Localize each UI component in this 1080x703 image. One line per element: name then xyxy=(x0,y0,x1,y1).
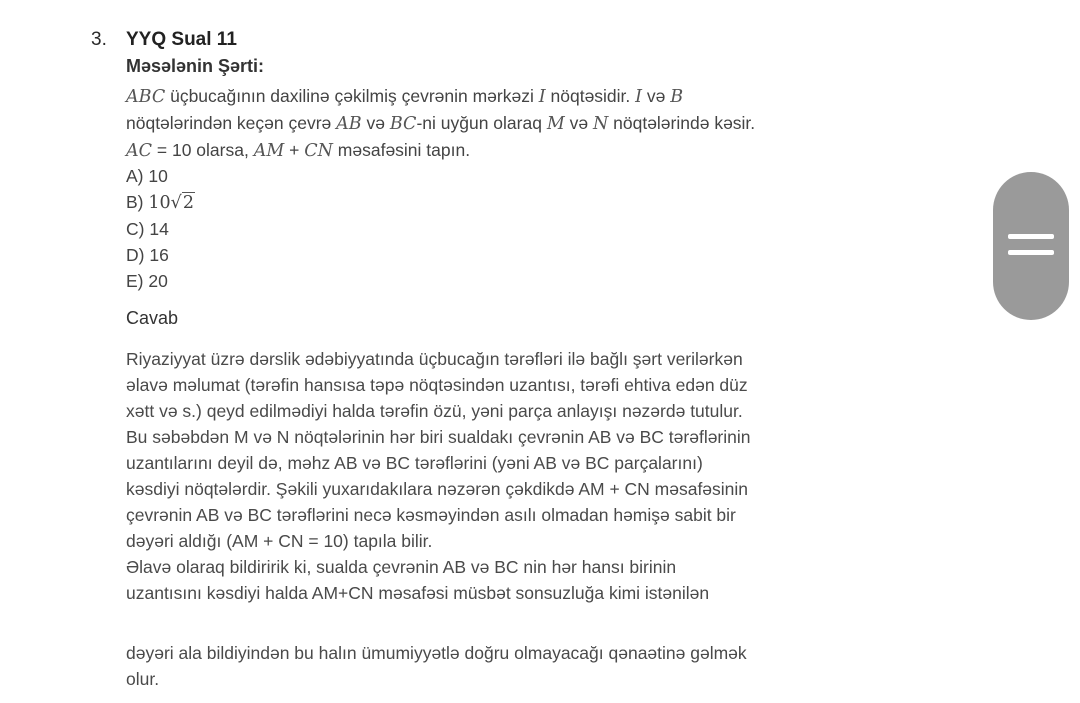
paragraph-line: olur. xyxy=(126,669,160,689)
question-title: YYQ Sual 11 xyxy=(126,29,237,50)
answer-paragraph xyxy=(126,346,751,606)
condition-line: ABC üçbucağının daxilinə çəkilmiş çevrənin mərkəzi I nöqtəsidir. I və B xyxy=(126,86,684,107)
option-b: B) 10√2 xyxy=(126,192,194,213)
answer-paragraph-continuation xyxy=(126,640,747,692)
paragraph-line: uzantısını kəsdiyi halda AM+CN məsafəsi müsbət sonsuzluğa kimi istənilən xyxy=(126,583,710,603)
condition-heading: Məsələnin Şərti: xyxy=(126,56,265,76)
paragraph-line: dəyəri aldığı (AM + CN = 10) tapıla bilir. xyxy=(126,531,433,551)
paragraph-line: əlavə məlumat (tərəfin hansısa təpə nöqtəsindən uzantısı, tərəfi ehtiva edən düz xyxy=(126,375,748,395)
question-number: 3. xyxy=(91,29,107,50)
paragraph-line: çevrənin AB və BC tərəflərini necə kəsməyindən asılı olmadan həmişə sabit bir xyxy=(126,505,736,525)
condition-line: AC = 10 olarsa, AM + CN məsafəsini tapın. xyxy=(126,140,471,161)
paragraph-line: uzantılarını deyil də, məhz AB və BC tərəflərini (yəni AB və BC parçalarını) xyxy=(126,453,703,473)
option-d: D) 16 xyxy=(126,245,169,265)
paragraph-line: kəsdiyi nöqtələrdir. Şəkili yuxarıdakılara nəzərən çəkdikdə AM + CN məsafəsinin xyxy=(126,479,749,499)
scroll-handle[interactable] xyxy=(993,172,1069,320)
option-c: C) 14 xyxy=(126,219,169,239)
condition-line: nöqtələrindən keçən çevrə AB və BC-ni uyğun olaraq M və N nöqtələrində kəsir. xyxy=(126,113,756,134)
paragraph-line: dəyəri ala bildiyindən bu halın ümumiyyətlə doğru olmayacağı qənaətinə gəlmək xyxy=(126,643,747,663)
paragraph-line: Əlavə olaraq bildiririk ki, sualda çevrənin AB və BC nin hər hansı birinin xyxy=(126,557,677,577)
option-e: E) 20 xyxy=(126,271,168,291)
condition-text xyxy=(126,83,916,164)
paragraph-line: Bu səbəbdən M və N nöqtələrinin hər biri sualdakı çevrənin AB və BC tərəflərinin xyxy=(126,427,751,447)
paragraph-line: Riyaziyyat üzrə dərslik ədəbiyyatında üçbucağın tərəfləri ilə bağlı şərt verilərkən xyxy=(126,349,743,369)
paragraph-line: xətt və s.) qeyd edilmədiyi halda tərəfin özü, yəni parça anlayışı nəzərdə tutulur. xyxy=(126,401,743,421)
option-a: A) 10 xyxy=(126,166,168,186)
answer-heading: Cavab xyxy=(126,308,179,328)
answer-options xyxy=(126,163,195,294)
